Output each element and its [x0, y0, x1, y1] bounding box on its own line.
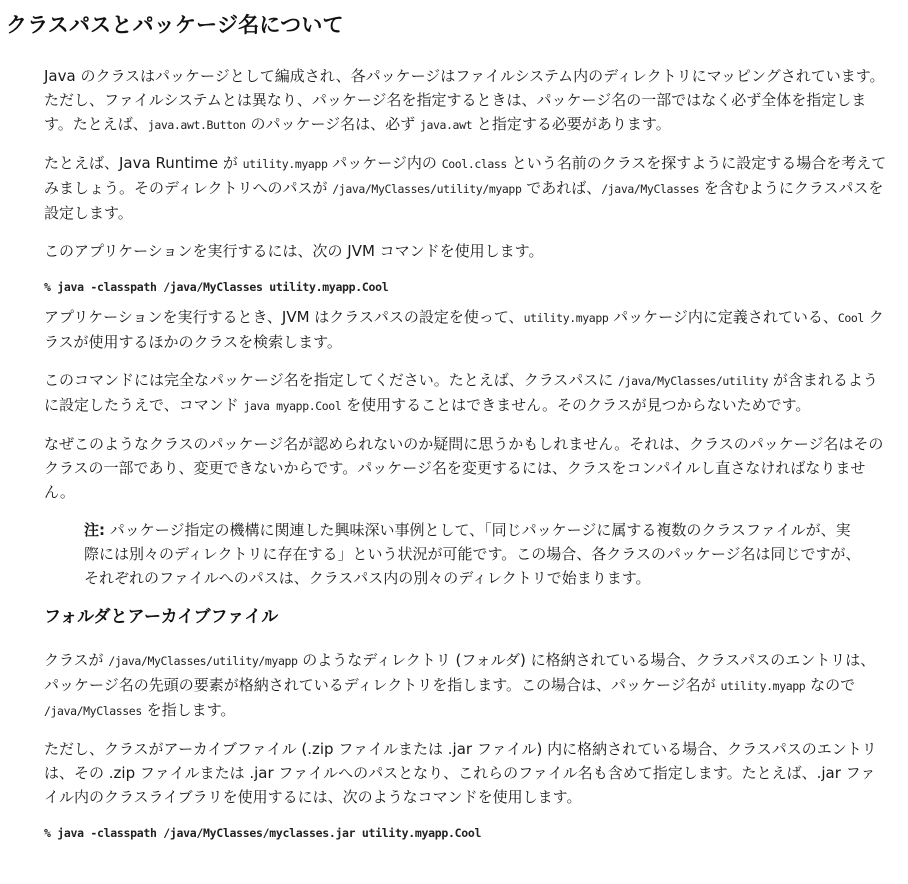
article-body — [44, 64, 889, 851]
note-label: 注: — [84, 521, 105, 539]
code-cool-class: Cool.class — [441, 157, 507, 171]
paragraph-package-mapping: Java のクラスはパッケージとして編成され、各パッケージはファイルシステム内のディレクトリにマッピングされています。ただし、ファイルシステムとは異なり、パッケージ名を指定するときは、パッケージ名の一部ではなく必ず全体を指定します。たとえば、java.awt.Button のパッケージ名は、必ず java.awt と指定する必要があります。 — [44, 67, 885, 133]
paragraph-full-package-name: このコマンドには完全なパッケージ名を指定してください。たとえば、クラスパスに /java/MyClasses/utility が含まれるように設定したうえで、コマンド java myapp.Cool を使用することはできません。そのクラスが見つからないためです。 — [44, 371, 878, 414]
code-utility-myapp: utility.myapp — [523, 311, 609, 325]
paragraph-runtime-example: たとえば、Java Runtime が utility.myapp パッケージ内の Cool.class という名前のクラスを探すように設定する場合を考えてみましょう。そのディレクトリへのパスが /java/MyClasses/utility/myapp であれば、/java/MyClasses を含むようにクラスパスを設定します。 — [44, 154, 887, 222]
code-utility-myapp: utility.myapp — [720, 679, 806, 693]
page-title: クラスパスとパッケージ名について — [6, 13, 344, 37]
note-text: パッケージ指定の機構に関連した興味深い事例として、「同じパッケージに属する複数のクラスファイルが、実際には別々のディレクトリに存在する」という状況が可能です。この場合、各クラスのパッケージ名は同じですが、それぞれのファイルへのパスは、クラスパス内の別々のディレクトリで始まります。 — [84, 521, 861, 587]
code-myapp-path: /java/MyClasses/utility/myapp — [332, 182, 522, 196]
paragraph-folder-entry: クラスが /java/MyClasses/utility/myapp のようなディレクトリ (フォルダ) に格納されている場合、クラスパスのエントリは、パッケージ名の先頭の要素が格納されているディレクトリを指します。この場合は、パッケージ名が utility.myapp なので /java/MyClasses を指します。 — [44, 651, 876, 719]
note-block — [84, 518, 864, 590]
code-myclasses-path: /java/MyClasses — [44, 704, 142, 718]
paragraph-jvm-search: アプリケーションを実行するとき、JVM はクラスパスの設定を使って、utility.myapp パッケージ内に定義されている、Cool クラスが使用するほかのクラスを検索します。 — [44, 308, 884, 351]
code-myapp-path: /java/MyClasses/utility/myapp — [108, 654, 298, 668]
paragraph-why-not-allowed: なぜこのようなクラスのパッケージ名が認められないのか疑問に思うかもしれません。それは、クラスのパッケージ名はそのクラスの一部であり、変更できないからです。パッケージ名を変更するには、クラスをコンパイルし直さなければなりません。 — [44, 435, 884, 501]
command-example-1: % java -classpath /java/MyClasses utility.myapp.Cool — [44, 280, 389, 294]
code-java-myapp-cool: java myapp.Cool — [243, 399, 342, 413]
code-java-awt: java.awt — [419, 118, 473, 132]
code-utility-path: /java/MyClasses/utility — [618, 374, 769, 388]
code-cool: Cool — [837, 311, 864, 325]
code-utility-myapp: utility.myapp — [242, 157, 328, 171]
section-heading-folders-archives: フォルダとアーカイブファイル — [44, 607, 279, 627]
code-java-awt-button: java.awt.Button — [147, 118, 246, 132]
paragraph-run-intro: このアプリケーションを実行するには、次の JVM コマンドを使用します。 — [44, 242, 544, 260]
paragraph-archive-entry: ただし、クラスがアーカイブファイル (.zip ファイルまたは .jar ファイル) 内に格納されている場合、クラスパスのエントリは、その .zip ファイルまたは .jar ファイルへのパスとなり、これらのファイル名も含めて指定します。たとえば、.jar ファイル内のクラスライブラリを使用するには、次のようなコマンドを使用します。 — [44, 740, 877, 806]
code-myclasses-path: /java/MyClasses — [601, 182, 700, 196]
command-example-2: % java -classpath /java/MyClasses/myclasses.jar utility.myapp.Cool — [44, 826, 482, 840]
